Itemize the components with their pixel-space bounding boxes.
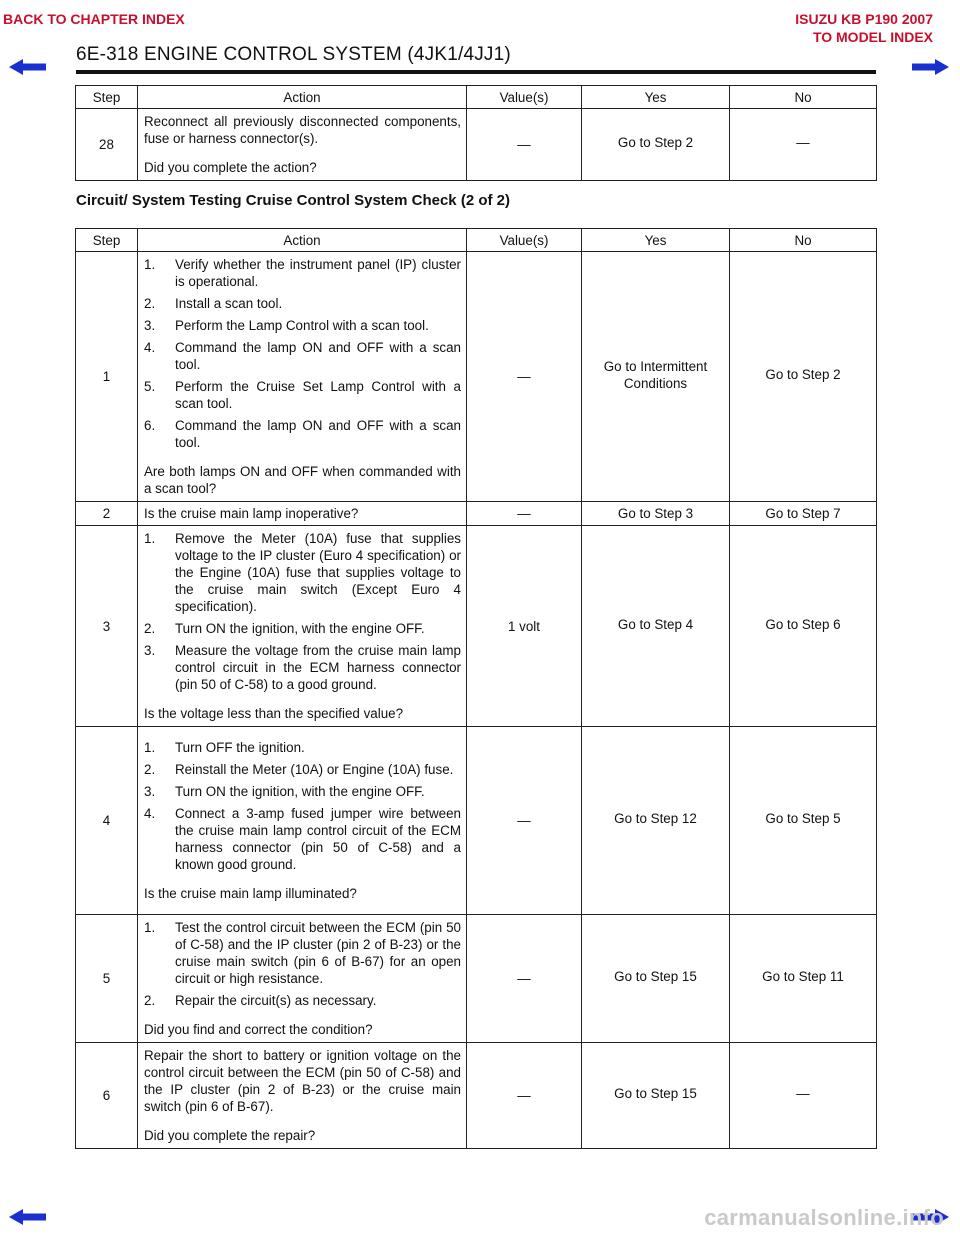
action-cell	[138, 915, 467, 1043]
column-header-values: Value(s)	[467, 229, 582, 252]
list-item: 1. Remove the Meter (10A) fuse that supplies voltage to the IP cluster (Euro 4 specification) or the Engine (10A) fuse that supplies voltage to the cruise main switch (Except Euro 4 specification).	[144, 531, 461, 614]
list-item-text: Measure the voltage from the cruise main lamp control circuit in the ECM harness connector (pin 50 of C-58) to a good ground.	[175, 643, 461, 692]
list-item: 6. Command the lamp ON and OFF with a scan tool.	[144, 418, 461, 450]
column-header-action: Action	[138, 86, 467, 109]
list-item: 2. Reinstall the Meter (10A) or Engine (10A) fuse.	[144, 762, 454, 777]
value-cell: —	[467, 727, 582, 915]
brand-model-link[interactable]: ISUZU KB P190 2007	[795, 11, 933, 27]
list-item-text: Turn OFF the ignition.	[175, 740, 305, 755]
table-row	[76, 109, 877, 181]
action-cell	[138, 252, 467, 502]
table-row	[76, 252, 877, 502]
arrow-left-icon[interactable]	[8, 58, 48, 76]
step-number: 3	[76, 526, 138, 727]
value-cell: 1 volt	[467, 526, 582, 727]
action-list	[144, 919, 461, 1009]
table-header-row	[76, 229, 877, 252]
step-question: Are both lamps ON and OFF when commanded with a scan tool?	[144, 464, 461, 496]
list-item-text: Repair the circuit(s) as necessary.	[175, 993, 377, 1008]
no-cell: —	[730, 109, 877, 181]
table-row	[76, 915, 877, 1043]
list-item: 5. Perform the Cruise Set Lamp Control with a scan tool.	[144, 379, 461, 411]
yes-cell: Go to Intermittent Conditions	[582, 252, 730, 502]
step-number: 1	[76, 252, 138, 502]
action-cell	[138, 1043, 467, 1149]
yes-cell: Go to Step 2	[582, 109, 730, 181]
list-item-text: Perform the Lamp Control with a scan tool.	[175, 318, 429, 333]
list-item: 1. Verify whether the instrument panel (IP) cluster is operational.	[144, 257, 461, 289]
column-header-step: Step	[76, 229, 138, 252]
step-question: Is the cruise main lamp inoperative?	[138, 502, 467, 526]
value-cell: —	[467, 502, 582, 526]
list-item-text: Connect a 3-amp fused jumper wire between the cruise main lamp control circuit of the ECM harness connector (pin 50 of C-58) and a known good ground.	[175, 806, 461, 872]
action-text: Repair the short to battery or ignition voltage on the control circuit between the ECM (pin 50 of C-58) and the IP cluster (pin 2 of B-23) or the cruise main switch (pin 6 of B-67).	[144, 1048, 461, 1114]
watermark: carmanualsonline.info	[704, 1205, 944, 1230]
step-question: Did you find and correct the condition?	[144, 1022, 373, 1037]
yes-cell: Go to Step 3	[582, 502, 730, 526]
no-cell: Go to Step 7	[730, 502, 877, 526]
section-heading: Circuit/ System Testing Cruise Control System Check (2 of 2)	[76, 192, 510, 209]
action-cell	[138, 526, 467, 727]
action-list	[144, 739, 461, 873]
list-item-text: Reinstall the Meter (10A) or Engine (10A) fuse.	[175, 762, 454, 777]
value-cell: —	[467, 252, 582, 502]
list-item: 2. Turn ON the ignition, with the engine OFF.	[144, 621, 425, 636]
yes-cell: Go to Step 12	[582, 727, 730, 915]
to-model-index-link[interactable]: TO MODEL INDEX	[812, 29, 933, 45]
step-question: Did you complete the action?	[144, 160, 317, 175]
column-header-yes: Yes	[582, 86, 730, 109]
step-question: Did you complete the repair?	[144, 1128, 316, 1143]
list-item: 4. Command the lamp ON and OFF with a scan tool.	[144, 340, 461, 372]
value-cell: —	[467, 1043, 582, 1149]
step-number: 5	[76, 915, 138, 1043]
column-header-step: Step	[76, 86, 138, 109]
step-number: 4	[76, 727, 138, 915]
step-question: Is the cruise main lamp illuminated?	[144, 886, 357, 901]
action-list	[144, 530, 461, 693]
column-header-action: Action	[138, 229, 467, 252]
action-cell	[138, 109, 467, 181]
list-item: 3. Measure the voltage from the cruise main lamp control circuit in the ECM harness connector (pin 50 of C-58) to a good ground.	[144, 643, 461, 692]
table-row	[76, 502, 877, 526]
column-header-yes: Yes	[582, 229, 730, 252]
step-question: Is the voltage less than the specified value?	[144, 706, 404, 721]
list-item: 3. Turn ON the ignition, with the engine OFF.	[144, 784, 425, 799]
yes-cell: Go to Step 15	[582, 1043, 730, 1149]
step-number: 2	[76, 502, 138, 526]
back-to-chapter-index-link[interactable]: BACK TO CHAPTER INDEX	[3, 11, 185, 27]
list-item: 2. Install a scan tool.	[144, 296, 283, 311]
column-header-values: Value(s)	[467, 86, 582, 109]
list-item: 4. Connect a 3-amp fused jumper wire between the cruise main lamp control circuit of the ECM harness connector (pin 50 of C-58) and a known good ground.	[144, 806, 461, 872]
action-text: Reconnect all previously disconnected components, fuse or harness connector(s).	[144, 114, 461, 146]
page-title: 6E-318 ENGINE CONTROL SYSTEM (4JK1/4JJ1)	[76, 44, 511, 65]
list-item-text: Test the control circuit between the ECM (pin 50 of C-58) and the IP cluster (pin 2 of B-23) or the cruise main switch (pin 6 of B-67) for an open circuit or high resistance.	[175, 920, 461, 986]
no-cell: Go to Step 6	[730, 526, 877, 727]
list-item-text: Install a scan tool.	[175, 296, 283, 311]
list-item: 3. Perform the Lamp Control with a scan tool.	[144, 318, 429, 333]
table-row	[76, 526, 877, 727]
column-header-no: No	[730, 86, 877, 109]
list-item: 1. Test the control circuit between the ECM (pin 50 of C-58) and the IP cluster (pin 2 of B-23) or the cruise main switch (pin 6 of B-67) for an open circuit or high resistance.	[144, 920, 461, 986]
yes-cell: Go to Step 15	[582, 915, 730, 1043]
arrow-left-icon[interactable]	[8, 1208, 48, 1226]
arrow-right-icon[interactable]	[910, 58, 950, 76]
value-cell: —	[467, 915, 582, 1043]
list-item-text: Perform the Cruise Set Lamp Control with a scan tool.	[175, 379, 461, 411]
column-header-no: No	[730, 229, 877, 252]
list-item-text: Turn ON the ignition, with the engine OFF.	[175, 784, 425, 799]
no-cell: Go to Step 11	[730, 915, 877, 1043]
list-item-text: Command the lamp ON and OFF with a scan tool.	[175, 340, 461, 372]
list-item-text: Turn ON the ignition, with the engine OFF.	[175, 621, 425, 636]
no-cell: Go to Step 2	[730, 252, 877, 502]
action-list	[144, 256, 461, 451]
action-cell	[138, 727, 467, 915]
no-cell: Go to Step 5	[730, 727, 877, 915]
list-item: 2. Repair the circuit(s) as necessary.	[144, 993, 377, 1008]
value-cell: —	[467, 109, 582, 181]
step-number: 6	[76, 1043, 138, 1149]
list-item-text: Remove the Meter (10A) fuse that supplies voltage to the IP cluster (Euro 4 specification) or the Engine (10A) fuse that supplies voltage to the cruise main switch (Except Euro 4 specification).	[175, 531, 461, 614]
diagnostic-table	[75, 228, 877, 1149]
step-number: 28	[76, 109, 138, 181]
diagnostic-table-continued	[75, 85, 877, 181]
list-item-text: Command the lamp ON and OFF with a scan tool.	[175, 418, 461, 450]
table-header-row	[76, 86, 877, 109]
table-row	[76, 727, 877, 915]
table-row	[76, 1043, 877, 1149]
yes-cell: Go to Step 4	[582, 526, 730, 727]
no-cell: —	[730, 1043, 877, 1149]
list-item-text: Verify whether the instrument panel (IP) cluster is operational.	[175, 257, 461, 289]
list-item: 1. Turn OFF the ignition.	[144, 740, 305, 755]
header-rule	[76, 70, 876, 74]
